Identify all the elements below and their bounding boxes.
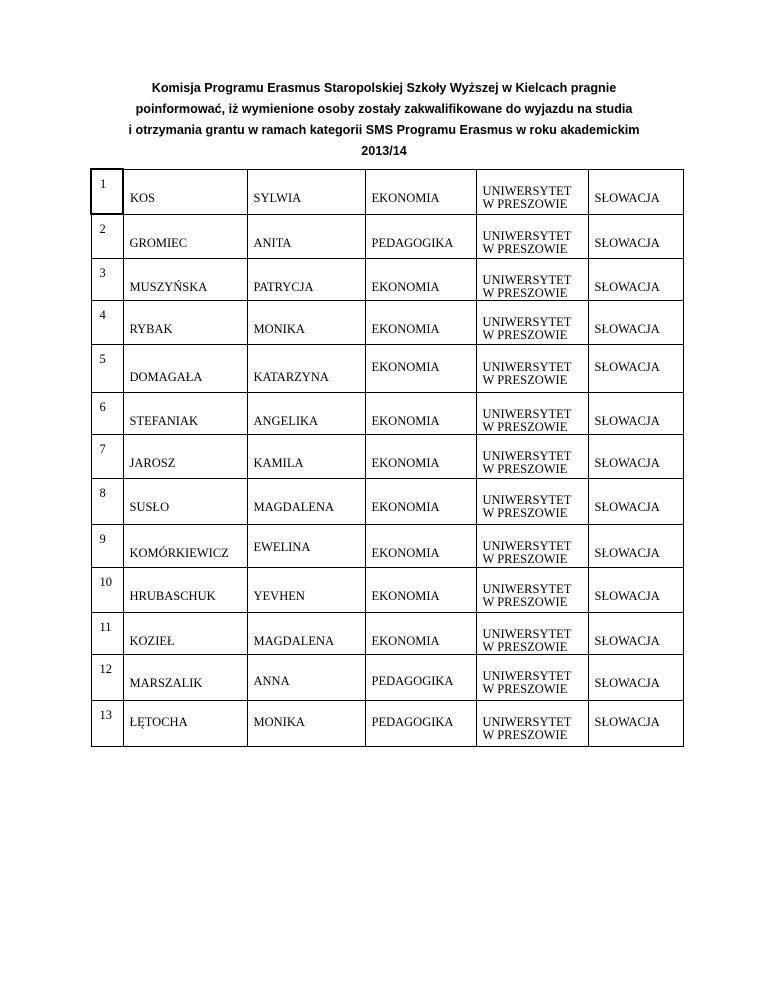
university-line-1: UNIWERSYTET [482,492,572,507]
faculty-cell: EKONOMIA [365,169,476,214]
first-name-cell: KATARZYNA [247,344,365,392]
surname-cell: HRUBASCHUK [123,567,247,612]
university-cell [476,478,588,524]
country-cell: SŁOWACJA [588,392,683,434]
first-name-cell: ANGELIKA [247,392,365,434]
university-cell [476,300,588,344]
row-number: 11 [91,612,123,654]
university-line-1: UNIWERSYTET [482,538,572,553]
table-row [91,169,683,214]
surname-cell: MARSZALIK [123,654,247,700]
surname-cell: KOS [123,169,247,214]
university-cell [476,258,588,300]
university-line-2: W PRESZOWIE [482,196,568,211]
table-row [91,392,683,434]
university-line-1: UNIWERSYTET [482,581,572,596]
country-cell: SŁOWACJA [588,700,683,746]
table-row [91,567,683,612]
table-row [91,300,683,344]
table-row [91,344,683,392]
country-cell: SŁOWACJA [588,344,683,392]
university-line-2: W PRESZOWIE [482,681,568,696]
surname-cell: GROMIEC [123,214,247,258]
first-name-cell: MONIKA [247,700,365,746]
table-row [91,258,683,300]
faculty-cell: EKONOMIA [365,434,476,478]
faculty-cell: EKONOMIA [365,612,476,654]
heading-line-4: 2013/14 [361,144,407,158]
surname-cell: MUSZYŃSKA [123,258,247,300]
university-cell [476,434,588,478]
country-cell: SŁOWACJA [588,214,683,258]
surname-cell: KOMÓRKIEWICZ [123,524,247,567]
university-line-1: UNIWERSYTET [482,714,572,729]
country-cell: SŁOWACJA [588,612,683,654]
row-number: 8 [91,478,123,524]
university-line-1: UNIWERSYTET [482,359,572,374]
university-cell [476,169,588,214]
surname-cell: DOMAGAŁA [123,344,247,392]
university-cell [476,214,588,258]
first-name-cell: ANNA [247,654,365,700]
country-cell: SŁOWACJA [588,654,683,700]
university-line-1: UNIWERSYTET [482,183,572,198]
heading-line-2: poinformować, iż wymienione osoby zostały zakwalifikowane do wyjazdu na studia [135,102,633,116]
table-row [91,612,683,654]
table-row [91,478,683,524]
first-name-cell: MONIKA [247,300,365,344]
row-number: 12 [91,654,123,700]
university-line-2: W PRESZOWIE [482,551,568,566]
first-name-cell: PATRYCJA [247,258,365,300]
country-cell: SŁOWACJA [588,434,683,478]
row-number: 6 [91,392,123,434]
university-line-2: W PRESZOWIE [482,505,568,520]
faculty-cell: EKONOMIA [365,478,476,524]
university-cell [476,344,588,392]
university-line-1: UNIWERSYTET [482,406,572,421]
heading-line-3: i otrzymania grantu w ramach kategorii SMS Programu Erasmus w roku akademickim [128,123,640,137]
university-cell [476,700,588,746]
surname-cell: KOZIEŁ [123,612,247,654]
faculty-cell: EKONOMIA [365,524,476,567]
faculty-cell: EKONOMIA [365,567,476,612]
row-number: 9 [91,524,123,567]
row-number: 2 [91,214,123,258]
first-name-cell: KAMILA [247,434,365,478]
country-cell: SŁOWACJA [588,300,683,344]
university-cell [476,612,588,654]
row-number: 4 [91,300,123,344]
table-row [91,214,683,258]
table-row [91,700,683,746]
university-line-2: W PRESZOWIE [482,594,568,609]
university-line-1: UNIWERSYTET [482,314,572,329]
university-cell [476,392,588,434]
first-name-cell: EWELINA [247,524,365,567]
faculty-cell: EKONOMIA [365,300,476,344]
university-line-2: W PRESZOWIE [482,639,568,654]
university-line-2: W PRESZOWIE [482,461,568,476]
country-cell: SŁOWACJA [588,169,683,214]
row-number: 13 [91,700,123,746]
qualified-students-table [90,168,684,747]
university-line-1: UNIWERSYTET [482,228,572,243]
faculty-cell: PEDAGOGIKA [365,700,476,746]
surname-cell: RYBAK [123,300,247,344]
university-line-1: UNIWERSYTET [482,272,572,287]
table-row [91,524,683,567]
faculty-cell: PEDAGOGIKA [365,654,476,700]
university-line-2: W PRESZOWIE [482,285,568,300]
surname-cell: JAROSZ [123,434,247,478]
faculty-cell: EKONOMIA [365,392,476,434]
first-name-cell: SYLWIA [247,169,365,214]
heading-line-1: Komisja Programu Erasmus Staropolskiej Szkoły Wyższej w Kielcach pragnie [151,81,617,95]
table-row [91,654,683,700]
university-cell [476,567,588,612]
university-line-2: W PRESZOWIE [482,372,568,387]
faculty-cell: EKONOMIA [365,258,476,300]
table-body [91,169,683,746]
country-cell: SŁOWACJA [588,567,683,612]
first-name-cell: YEVHEN [247,567,365,612]
first-name-cell: MAGDALENA [247,478,365,524]
row-number: 1 [91,169,123,214]
row-number: 3 [91,258,123,300]
university-line-1: UNIWERSYTET [482,448,572,463]
faculty-cell: EKONOMIA [365,344,476,392]
country-cell: SŁOWACJA [588,478,683,524]
university-line-2: W PRESZOWIE [482,327,568,342]
row-number: 5 [91,344,123,392]
university-line-1: UNIWERSYTET [482,668,572,683]
surname-cell: ŁĘTOCHA [123,700,247,746]
first-name-cell: ANITA [247,214,365,258]
country-cell: SŁOWACJA [588,524,683,567]
country-cell: SŁOWACJA [588,258,683,300]
row-number: 7 [91,434,123,478]
document-heading [90,78,678,162]
university-line-1: UNIWERSYTET [482,626,572,641]
first-name-cell: MAGDALENA [247,612,365,654]
table-row [91,434,683,478]
surname-cell: STEFANIAK [123,392,247,434]
university-line-2: W PRESZOWIE [482,419,568,434]
university-cell [476,524,588,567]
university-line-2: W PRESZOWIE [482,727,568,742]
university-cell [476,654,588,700]
row-number: 10 [91,567,123,612]
surname-cell: SUSŁO [123,478,247,524]
university-line-2: W PRESZOWIE [482,241,568,256]
faculty-cell: PEDAGOGIKA [365,214,476,258]
